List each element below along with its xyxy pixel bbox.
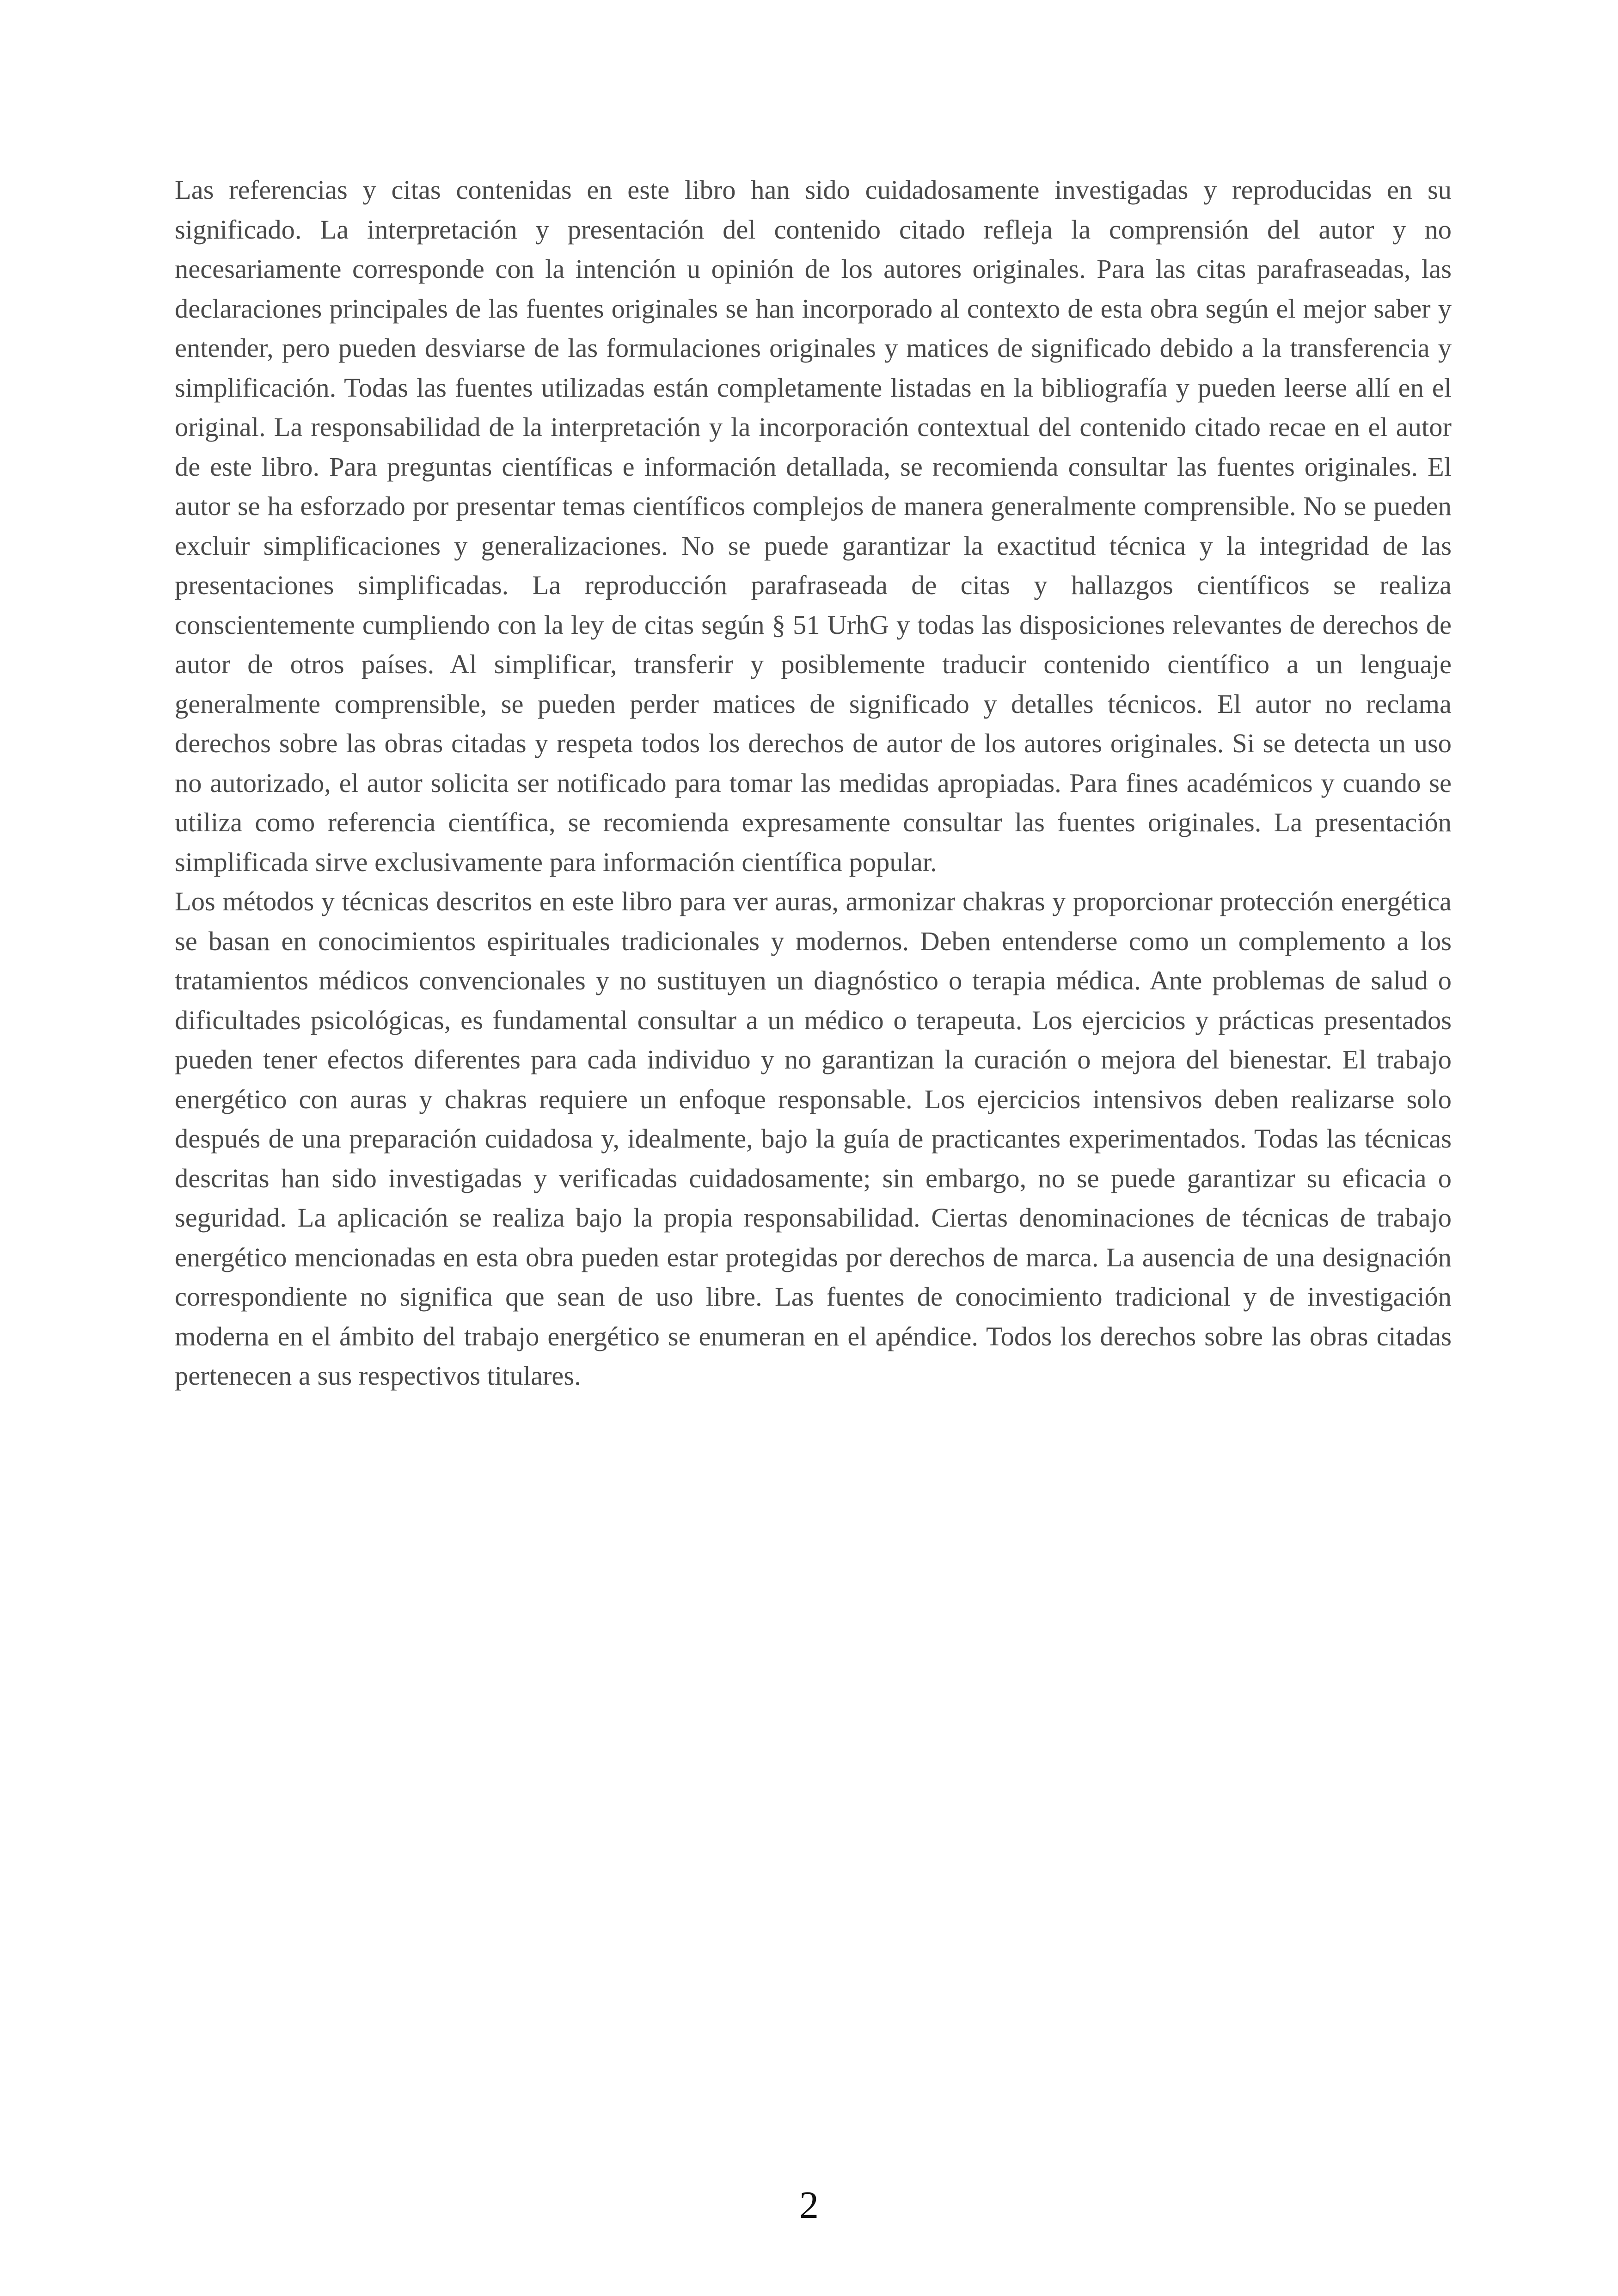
paragraph-energy-work-disclaimer: Los métodos y técnicas descritos en este libro para ver auras, armonizar chakras y proporcionar protección energética se basan en conocimientos espirituales tradicionales y modernos. Deben entenderse como un complemento a los tratamientos médicos convencionales y no sustituyen un diagnóstico o terapia médica. Ante problemas de salud o dificultades psicológicas, es fundamental consultar a un médico o terapeuta. Los ejercicios y prácticas presentados pueden tener efectos diferentes para cada individuo y no garantizan la curación o mejora del bienestar. El trabajo energético con auras y chakras requiere un enfoque responsable. Los ejercicios intensivos deben realizarse solo después de una preparación cuidadosa y, idealmente, bajo la guía de practicantes experimentados. Todas las técnicas descritas han sido investigadas y verificadas cuidadosamente; sin embargo, no se puede garantizar su eficacia o seguridad. La aplicación se realiza bajo la propia responsabilidad. Ciertas denominaciones de técnicas de trabajo energético mencionadas en esta obra pueden estar protegidas por derechos de marca. La ausencia de una designación correspondiente no significa que sean de uso libre. Las fuentes de conocimiento tradicional y de investigación moderna en el ámbito del trabajo energético se enumeran en el apéndice. Todos los derechos sobre las obras citadas pertenecen a sus respectivos titulares. bbox=[175, 886, 1452, 1391]
page-number: 2 bbox=[799, 2184, 819, 2227]
disclaimer-text bbox=[175, 170, 1452, 1396]
paragraph-citations-disclaimer: Las referencias y citas contenidas en este libro han sido cuidadosamente investigadas y reproducidas en su significado. La interpretación y presentación del contenido citado refleja la comprensión del autor y no necesariamente corresponde con la intención u opinión de los autores originales. Para las citas parafraseadas, las declaraciones principales de las fuentes originales se han incorporado al contexto de esta obra según el mejor saber y entender, pero pueden desviarse de las formulaciones originales y matices de significado debido a la transferencia y simplificación. Todas las fuentes utilizadas están completamente listadas en la bibliografía y pueden leerse allí en el original. La responsabilidad de la interpretación y la incorporación contextual del contenido citado recae en el autor de este libro. Para preguntas científicas e información detallada, se recomienda consultar las fuentes originales. El autor se ha esforzado por presentar temas científicos complejos de manera generalmente comprensible. No se pueden excluir simplificaciones y generalizaciones. No se puede garantizar la exactitud técnica y la integridad de las presentaciones simplificadas. La reproducción parafraseada de citas y hallazgos científicos se realiza conscientemente cumpliendo con la ley de citas según § 51 UrhG y todas las disposiciones relevantes de derechos de autor de otros países. Al simplificar, transferir y posiblemente traducir contenido científico a un lenguaje generalmente comprensible, se pueden perder matices de significado y detalles técnicos. El autor no reclama derechos sobre las obras citadas y respeta todos los derechos de autor de los autores originales. Si se detecta un uso no autorizado, el autor solicita ser notificado para tomar las medidas apropiadas. Para fines académicos y cuando se utiliza como referencia científica, se recomienda expresamente consultar las fuentes originales. La presentación simplificada sirve exclusivamente para información científica popular. bbox=[175, 175, 1452, 877]
